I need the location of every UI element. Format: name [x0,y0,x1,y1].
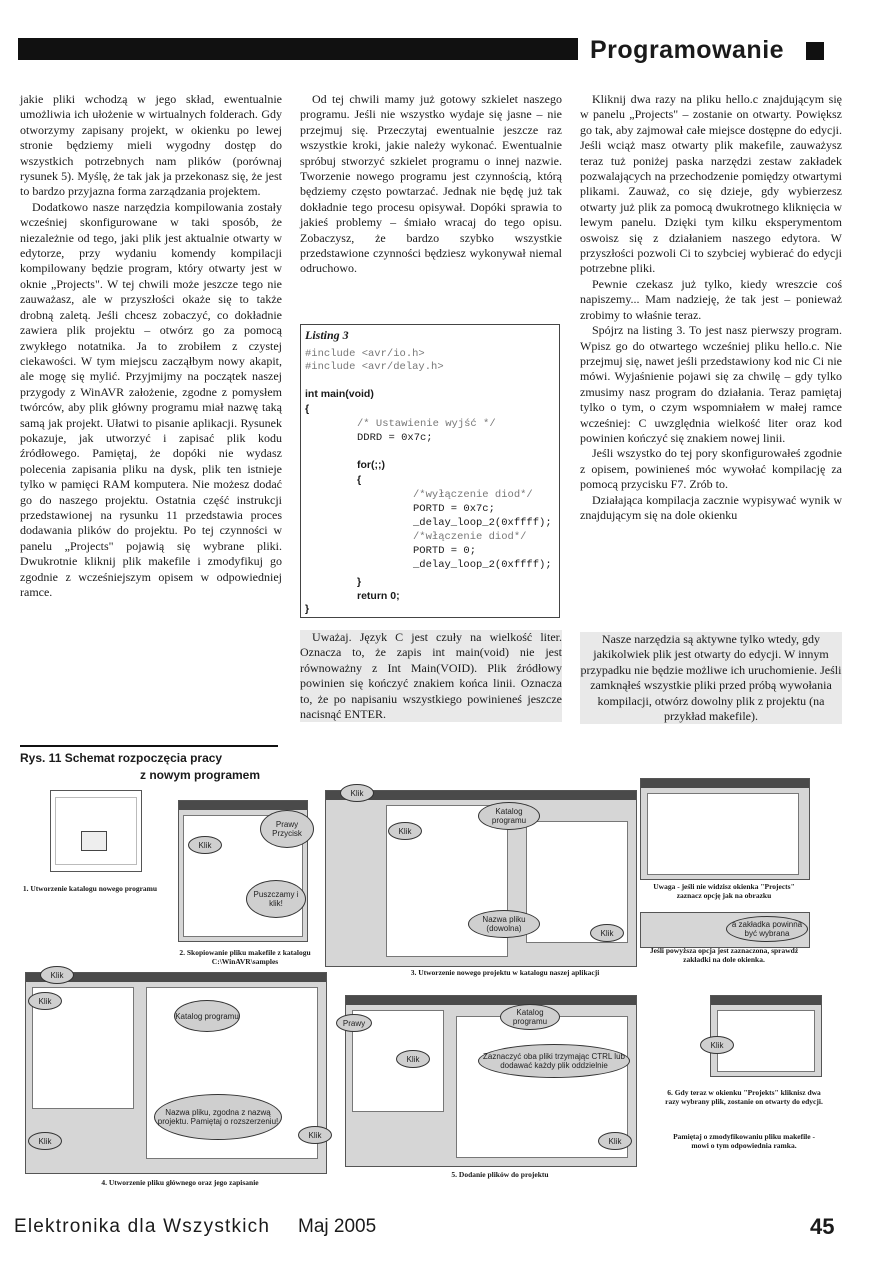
callout-bubble: Klik [396,1050,430,1068]
callout-bubble: Zaznaczyć oba pliki trzymając CTRL lub dodawać każdy plik oddzielnie [478,1044,630,1078]
code-line: #include <avr/delay.h> [305,361,444,373]
code-line: } [305,603,310,615]
code-line: { [357,474,362,486]
paragraph: Pewnie czekasz już tylko, kiedy wreszcie coś napiszemy... Mam nadzieję, że tak jest – ponieważ zrobimy to właśnie teraz. [580,276,842,322]
paragraph: Od tej chwili mamy już gotowy szkielet naszego programu. Jeśli nie wszystko wydaje się jasne – nie przejmuj się. Przeczytaj ewentualnie jeszcze raz wszystkie kroki, jakie należy wykonać. Ewentualnie spróbuj stworzyć szkielet programu o innej nazwie. Tworzenie nowego programu jest czynnością, którą będziemy często powtarzać. Jednak nie będę już tak dokładnie tego procesu opisywał. Dopóki sprawia to jakieś problemy – śmiało wracaj do tego opisu. Zobaczysz, że bardzo szybko wszystkie przedstawione czynności będziesz wykonywał niemal odruchowo. [300,92,562,276]
callout-bubble: Klik [590,924,624,942]
figure-caption: 2. Skopiowanie pliku makefile z katalogu C:\WinAVR\samples [179,948,311,966]
paragraph: jakie pliki wchodzą w jego skład, ewentualnie umożliwia ich ułożenie w wirtualnych folderach. Gdy otworzymy zapisany projekt, w okienku po lewej stronie będziemy mieli wygodny dostęp do wszystkich potrzebnych nam plików (porównaj rysunek 5). Myślę, że tak jak ja przekonasz się, że jest to bardzo przyjazna forma zarządzania projektem. [20,92,282,199]
note-text: Uważaj. Język C jest czuły na wielkość liter. Oznacza to, że zapis int main(void) nie jest równoważny z Int Main(VOID). Plik źródłowy powinien się kończyć znakiem końca linii. Oznacza to, że po napisaniu wszystkiego powinieneś jeszcze nacisnąć ENTER. [300,630,562,722]
note-text: Nasze narzędzia są aktywne tylko wtedy, gdy jakikolwiek plik jest otwarty do edycji. W innym przypadku nie będzie możliwe ich uruchomienie. Jeśli zamknąłeś wszystkie pliki przed próbą wywołania kompilacji, otwórz dowolny plik z projektu (na przykład makefile). [580,632,842,724]
screenshot-step-4 [25,972,327,1174]
callout-bubble: Klik [40,966,74,984]
figure-rule [20,745,278,747]
callout-bubble: Klik [28,992,62,1010]
figure-caption: Jeśli powyższa opcja jest zaznaczona, sprawdź zakładki na dole okienka. [649,946,799,964]
callout-bubble: a zakładka powinna być wybrana [726,916,808,942]
callout-bubble: Klik [188,836,222,854]
code-line: DDRD = 0x7c; [357,432,433,444]
folder-icon [81,831,107,851]
magazine-name: Elektronika dla Wszystkich [14,1216,271,1237]
screenshot-step-5 [345,995,637,1167]
callout-bubble: Katalog programu [174,1000,240,1032]
text-column-1 [20,92,282,600]
callout-bubble: Klik [598,1132,632,1150]
callout-bubble: Puszczamy i klik! [246,880,306,918]
code-line: return 0; [357,590,400,602]
callout-bubble: Klik [340,784,374,802]
title-bar [711,996,821,1005]
header-bar [18,38,578,60]
code-line: } [357,576,362,588]
callout-bubble: Prawy [336,1014,372,1032]
code-line: /*wyłączenie diod*/ [413,489,533,501]
code-line: _delay_loop_2(0xffff); [413,517,552,529]
screenshot-step-6 [710,995,822,1077]
screenshot-options [640,778,810,880]
note-box [300,630,562,722]
screenshot-step-1 [50,790,142,872]
callout-bubble: Klik [298,1126,332,1144]
title-bar [179,801,307,810]
code-line: /*włączenie diod*/ [413,531,527,543]
text-column-2 [300,92,562,277]
figure-caption: 4. Utworzenie pliku głównego oraz jego zapisanie [101,1178,259,1187]
title-bar [641,779,809,788]
callout-bubble: Prawy Przycisk [260,810,314,848]
title-bar [346,996,636,1005]
code-line: #include <avr/io.h> [305,348,425,360]
figure-title: z nowym programem [140,768,261,782]
issue-date: Maj 2005 [298,1216,377,1237]
code-listing [300,324,560,618]
options-menu [647,793,799,875]
text-column-3 [580,92,842,523]
callout-bubble: Klik [388,822,422,840]
note-box [580,632,842,724]
code-line: { [305,403,310,415]
code-line: PORTD = 0; [413,545,477,557]
page-number: 45 [810,1214,835,1239]
figure-title: Rys. 11 Schemat rozpoczęcia pracy [20,751,223,765]
code-line: for(;;) [357,459,385,471]
code-line: /* Ustawienie wyjść */ [357,418,496,430]
callout-bubble: Katalog programu [478,802,540,830]
figure-caption: Pamiętaj o zmodyfikowaniu pliku makefile - mowi o tym odpowiednia ramka. [673,1132,815,1150]
code-line: PORTD = 0x7c; [413,503,495,515]
listing-title: Listing 3 [305,328,349,342]
figure-caption: 5. Dodanie plików do projektu [451,1170,549,1179]
paragraph: Kliknij dwa razy na pliku hello.c znajdującym się w panelu „Projects" – zostanie on otwarty. Powiększ go tak, aby zajmował całe miejsce dostępne do edycji. Jeśli wciąż masz otwarty plik makefile, zauważysz teraz tuż poniżej paska narzędzi zestaw zakładek pozwalających na przechodzenie pomiędzy otwartymi plikami. Zauważ, co się dzieje, gdy wybierzesz otwarty już plik za pomocą dwukrotnego kliknięcia w lewym panelu. Dzięki tym kilku eksperymentom oswoisz się z działaniem naszego edytora. W przyszłości pozwoli Ci to szybciej wybierać do edycji potrzebne pliki. [580,92,842,276]
paragraph: Jeśli wszystko do tej pory skonfigurowałeś zgodnie z opisem, powinieneś móc wywołać kompilację za pomocą przycisku F7. Zrób to. [580,446,842,492]
paragraph: Działająca kompilacja zacznie wypisywać wynik w znajdującym się na dole okienku [580,492,842,522]
figure-caption: Uwaga - jeśli nie widzisz okienka "Projects" zaznacz opcję jak na obrazku [653,882,795,900]
code-line: int main(void) [305,388,374,400]
figure-caption: 6. Gdy teraz w okienku "Projekts" kliknisz dwa razy wybrany plik, zostanie on otwarty do edycji. [665,1088,823,1106]
code-line: _delay_loop_2(0xffff); [413,559,552,571]
figure-caption: 3. Utworzenie nowego projektu w katalogu naszej aplikacji [410,968,600,977]
header-square [806,42,824,60]
paragraph: Spójrz na listing 3. To jest nasz pierwszy program. Wpisz go do otwartego wcześniej pliku hello.c. Nie przejmuj się, nawet jeśli przedstawiony kod nic Ci nie mówi. Wyjaśnienie pojawi się za chwilę – gdy tylko zmusimy nasz program do działania. Teraz pamiętaj tylko o tym, o czym wspomniałem w małej ramce wcześniej: C uwzględnia wielkość liter oraz kod powinien kończyć się znakiem nowej linii. [580,323,842,445]
section-title: Programowanie [590,36,785,64]
callout-bubble: Nazwa pliku (dowolna) [468,910,540,938]
callout-bubble: Nazwa pliku, zgodna z nazwą projektu. Pamiętaj o rozszerzeniu! [154,1094,282,1140]
paragraph: Dodatkowo nasze narzędzia kompilowania zostały wcześniej skonfigurowane w taki sposób, że niezależnie od tego, jaki plik jest aktualnie otwarty w edytorze, przy wydaniu komendy kompilacji kompilowany będzie program, który otwarty jest w oknie „Projects". W tej chwili może jeszcze tego nie zauważasz, ale w przyszłości okaże się to także drobną zaletą. Jeśli chcesz zobaczyć, co dokładnie zawiera plik projektu – otwórz go za pomocą zwykłego notatnika. Ja to zrobiłem z czystej ciekawości. W tym miejscu zacząłbym nowy akapit, ale mogę się mylić. Przyjmijmy na początek naszej przygody z WinAVR założenie, zgodne z pomysłem twórców, aby plik główny programu miał nazwę taką samą jak projekt. Ułatwi to pisanie aplikacji. Rysunek pokazuje, jak utworzyć i zapisać plik kodu źródłowego. Pamiętaj, że dopóki nie wydasz polecenia zapisania pliku na dysk, plik ten istnieje tylko w pamięci RAM komputera. Nie możesz dodać go do naszego projektu. Ostatnia część instrukcji przedstawionej na rysunku 11 przedstawia proces dodawania plików do projektu. Po tej czynności w panelu „Projects" pojawią się wybrane pliki. Dwukrotnie kliknij plik makefile i zmodyfikuj go zgodnie z wcześniejszym opisem w odpowiedniej ramce. [20,199,282,599]
callout-bubble: Klik [700,1036,734,1054]
callout-bubble: Katalog programu [500,1004,560,1030]
figure-caption: 1. Utworzenie katalogu nowego programu [22,884,158,893]
callout-bubble: Klik [28,1132,62,1150]
